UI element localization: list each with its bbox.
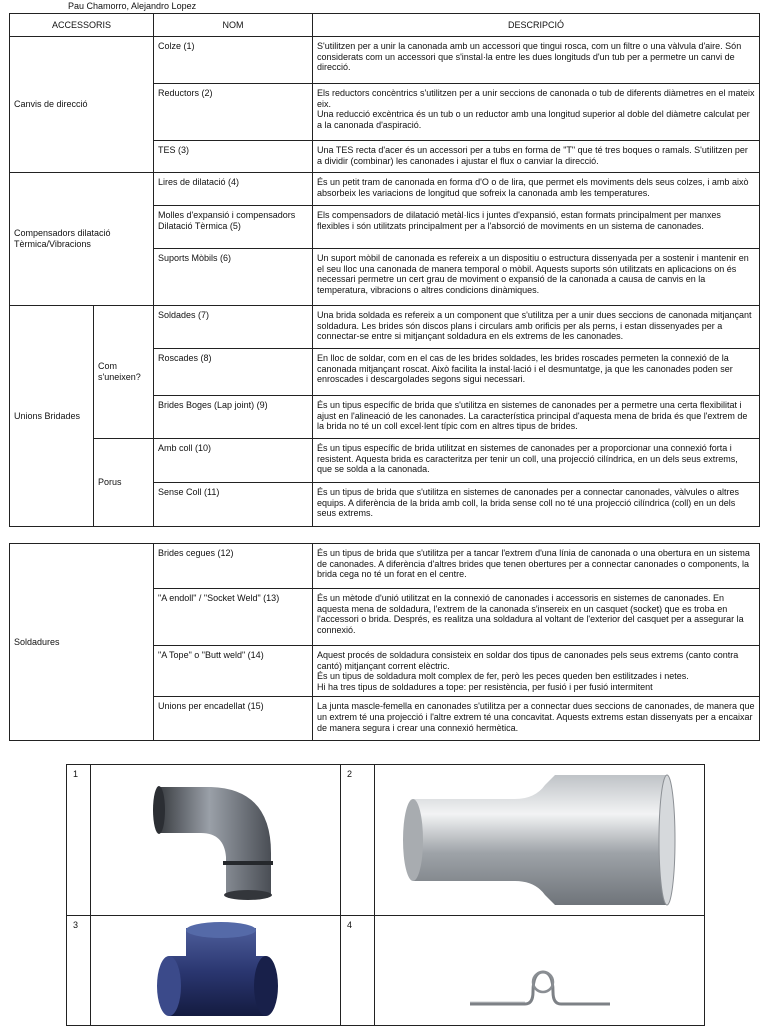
desc-brides-cegues: És un tipus de brida que s'utilitza per a tancar l'extrem d'una línia de canonada o una obertura en un sistema de canonades. A diferència d'altres brides que tenen obertures per a connectar canonades o components, la brida cega no té un forat en el centre.: [313, 544, 760, 589]
desc-reductors: [313, 84, 760, 141]
name-reductors: Reductors (2): [154, 84, 313, 141]
desc-a-tope-3: Hi ha tres tipus de soldadures a tope: per resistència, per fusió i per fusió intermitent: [317, 681, 653, 692]
group-soldadures: Soldadures: [10, 544, 154, 741]
subgroup-com-s-uneixen: Com s'uneixen?: [94, 306, 154, 439]
image-cell-2: [375, 765, 705, 916]
desc-reductors-2: Una reducció excèntrica és un tub o un reductor amb una longitud superior al doble del diàmetre calculat per a la canonada d'aspiració.: [317, 109, 750, 130]
desc-a-tope-2: És un tipus de soldadura molt complex de fer, però les peces queden ben estilitzades i netes.: [317, 671, 689, 682]
name-molles-1: Molles d'expansió i compensadors: [158, 210, 296, 220]
name-roscades: Roscades (8): [154, 349, 313, 396]
name-tes: TES (3): [154, 141, 313, 173]
header-accessoris: ACCESSORIS: [10, 14, 154, 37]
image-cell-3: [91, 916, 341, 1026]
image-number-1: 1: [67, 765, 91, 916]
desc-sense-coll: És un tipus de brida que s'utilitza en sistemes de canonades per a connectar canonades, vàlvules o altres equips. A diferència de la brida amb coll, la brida sense coll no té una projecció cilíndrica (coll) en un dels seus extrems.: [313, 483, 760, 527]
name-brides-boges: Brides Boges (Lap joint) (9): [154, 396, 313, 439]
desc-molles: Els compensadors de dilatació metàl·lics i juntes d'expansió, estan formats principalment per manxes flexibles i són utilitzats principalment per a l'absorció de moviments en un sistema de canonades.: [313, 206, 760, 249]
expansion-loop-image: [375, 916, 704, 1024]
image-cell-1: [91, 765, 341, 916]
images-table: [66, 764, 705, 1026]
desc-a-tope-1: Aquest procés de soldadura consisteix en soldar dos tipus de canonades pels seus extrems (canto contra cantó) mitjançant corrent elèctric.: [317, 650, 739, 671]
welding-table: [9, 543, 760, 741]
desc-colze: S'utilitzen per a unir la canonada amb un accessori que tingui rosca, com un filtre o una vàlvula d'aire. Són considerats com un accessori que s'instal·la entre les dues longituds d'un tub per a permetre un canvi de direcció.: [313, 37, 760, 84]
name-unions-encadellat: Unions per encadellat (15): [154, 697, 313, 741]
tee-pipe-image: [91, 916, 340, 1024]
group-unions-bridades: Unions Bridades: [10, 306, 94, 527]
desc-tes: Una TES recta d'acer és un accessori per a tubs en forma de "T" que té tres boques o ramals. S'utilitzen per a dividir (combinar) les canonades i ajustar el flux o canviar la direcció.: [313, 141, 760, 173]
desc-roscades: En lloc de soldar, com en el cas de les brides soldades, les brides roscades permeten la connexió de la canonada mitjançant roscat. Això facilita la instal·lació i el desmuntatge, ja que les canonades poden ser enroscades i descargolades segons sigui necessari.: [313, 349, 760, 396]
desc-brides-boges: És un tipus específic de brida que s'utilitza en sistemes de canonades per a permetre una certa flexibilitat i ajust en l'alineació de les canonades. La característica principal d'aquesta mena de brida és que l'extrem de la brida no té un coll excel·lent típic com en altres tipus de brides.: [313, 396, 760, 439]
image-number-4: 4: [341, 916, 375, 1026]
desc-reductors-1: Els reductors concèntrics s'utilitzen per a unir seccions de canonada o tub de diferents diàmetres en el mateix eix.: [317, 88, 755, 109]
reducer-pipe-image: [375, 765, 704, 915]
group-compensadors: Compensadors dilatació Tèrmica/Vibracions: [10, 173, 154, 306]
group-canvis-direccio: Canvis de direcció: [10, 37, 154, 173]
name-a-tope: "A Tope" o "Butt weld" (14): [154, 646, 313, 697]
authors: Pau Chamorro, Alejandro Lopez: [68, 1, 197, 11]
subgroup-porus: Porus: [94, 439, 154, 527]
name-molles-2: Dilatació Tèrmica (5): [158, 220, 241, 231]
image-cell-4: [375, 916, 705, 1026]
name-a-endoll: "A endoll" / "Socket Weld" (13): [154, 589, 313, 646]
elbow-pipe-image: [91, 765, 340, 915]
name-colze: Colze (1): [154, 37, 313, 84]
name-sense-coll: Sense Coll (11): [154, 483, 313, 527]
desc-a-endoll: És un mètode d'unió utilitzat en la connexió de canonades i accessoris en sistemes de canonades. En aquesta mena de soldadura, l'extrem de la canonada s'insereix en un casquet (socket) que es troba en l'accessori o brida. Després, es realitza una soldadura al voltant de l'exterior del casquet per a assegurar la connexió.: [313, 589, 760, 646]
name-amb-coll: Amb coll (10): [154, 439, 313, 483]
name-soldades: Soldades (7): [154, 306, 313, 349]
name-molles: [154, 206, 313, 249]
desc-soldades: Una brida soldada es refereix a un component que s'utilitza per a unir dues seccions de canonada mitjançant soldadura. Les brides són discos plans i circulars amb orificis per als perns, i estan dissenyades per a connectar-se entre si mitjançant soldadura en els extrems de les canonades.: [313, 306, 760, 349]
name-suports: Suports Mòbils (6): [154, 249, 313, 306]
desc-a-tope: [313, 646, 760, 697]
desc-suports: Un suport mòbil de canonada es refereix a un dispositiu o estructura dissenyada per a sostenir i mantenir en el seu lloc una canonada de manera temporal o mòbil. Aquests suports són utilitzats en aplicacions on és necessari permetre un cert grau de moviment o expansió de la canonada a causa de canvis en la temperatura, vibracions o altres condicions dinàmiques.: [313, 249, 760, 306]
header-nom: NOM: [154, 14, 313, 37]
image-number-3: 3: [67, 916, 91, 1026]
accessories-table: [9, 13, 760, 527]
desc-lires: És un petit tram de canonada en forma d'O o de lira, que permet els moviments dels seus colzes, i amb això absorbeix les variacions de longitud que sofreix la canonada amb les temperatures.: [313, 173, 760, 206]
image-number-2: 2: [341, 765, 375, 916]
desc-amb-coll: És un tipus específic de brida utilitzat en sistemes de canonades per a proporcionar una connexió forta i resistent. Aquesta brida es caracteritza per tenir un coll, una projecció cilíndrica, en un dels seus extrems, que se solda a la canonada.: [313, 439, 760, 483]
desc-unions-encadellat: La junta mascle-femella en canonades s'utilitza per a connectar dues seccions de canonades, de manera que un extrem té una projecció i l'altre extrem té una concavitat. Aquests extrems estan dissenyats per a encaixar de manera segura i crear una connexió hermètica.: [313, 697, 760, 741]
name-brides-cegues: Brides cegues (12): [154, 544, 313, 589]
header-descripcio: DESCRIPCIÓ: [313, 14, 760, 37]
name-lires: Lires de dilatació (4): [154, 173, 313, 206]
